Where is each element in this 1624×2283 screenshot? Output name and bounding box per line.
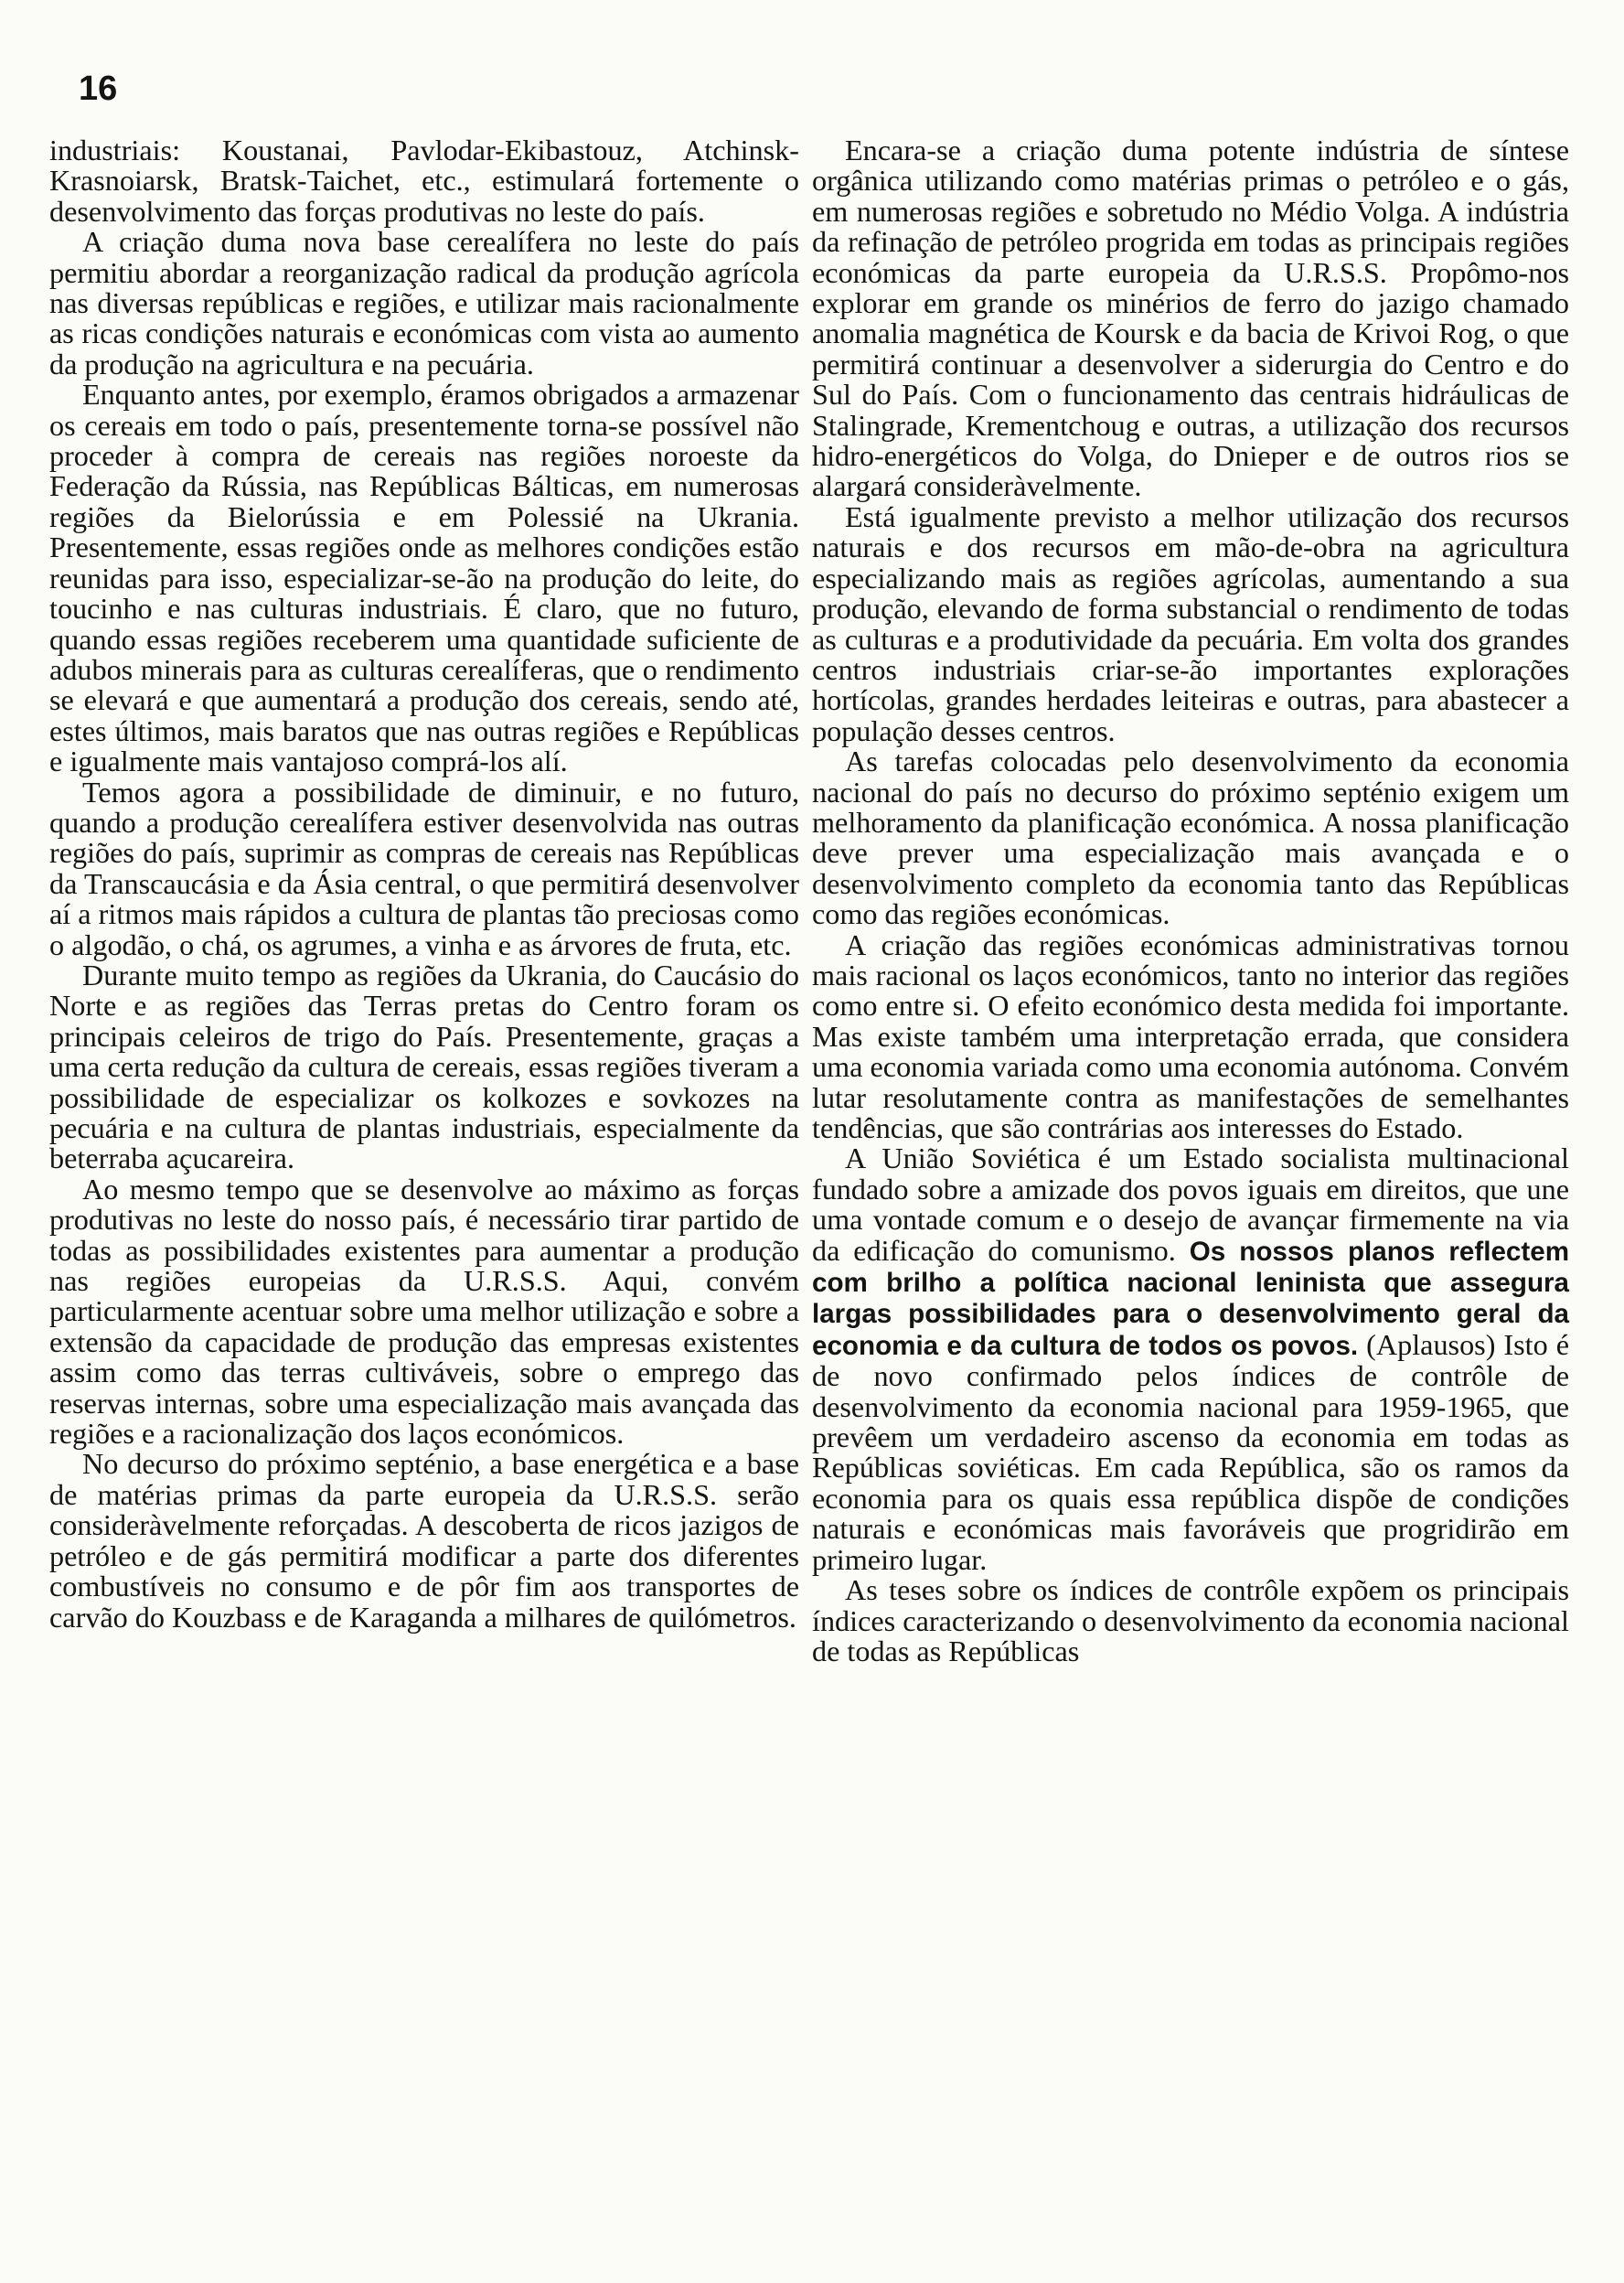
left-column xyxy=(49,135,799,1633)
paragraph: Encara-se a criação duma potente indústria de síntese orgânica utilizando como matérias primas o petróleo e o gás, em numerosas regiões e sobretudo no Médio Volga. A indústria da refinação de petróleo progrida em todas as principais regiões económicas da parte europeia da U.R.S.S. Propômo-nos explorar em grande os minérios de ferro do jazigo chamado anomalia magnética de Koursk e da bacia de Krivoi Rog, o que permitirá continuar a desenvolver a siderurgia do Centro e do Sul do País. Com o funcionamento das centrais hidráulicas de Stalingrade, Krementchoug e outras, a utilização dos recursos hidro-energéticos do Volga, do Dnieper e de outros rios se alargará consideràvelmente. xyxy=(812,134,1569,503)
right-column xyxy=(812,135,1569,1667)
paragraph: Enquanto antes, por exemplo, éramos obrigados a armazenar os cereais em todo o país, presentemente torna-se possível não proceder à compra de cereais nas regiões noroeste da Federação da Rússia, nas Repúblicas Bálticas, em numerosas regiões da Bielorússia e em Polessié na Ukrania. Presentemente, essas regiões onde as melhores condições estão reunidas para isso, especializar-se-ão na produção do leite, do toucinho e nas culturas industriais. É claro, que no futuro, quando essas regiões receberem uma quantidade suficiente de adubos minerais para as culturas cerealíferas, que o rendimento se elevará e que aumentará a produção dos cereais, sendo até, estes últimos, mais baratos que nas outras regiões e Repúblicas e igualmente mais vantajoso comprá-los alí. xyxy=(49,378,799,778)
paragraph: Durante muito tempo as regiões da Ukrania, do Caucásio do Norte e as regiões das Terras pretas do Centro foram os principais celeiros de trigo do País. Presentemente, graças a uma certa redução da cultura de cereais, essas regiões tiveram a possibilidade de especializar os kolkozes e sovkozes na pecuária e na cultura de plantas industriais, especialmente da beterraba açucareira. xyxy=(49,958,799,1175)
paragraph: As tarefas colocadas pelo desenvolvimento da economia nacional do país no decurso do próximo septénio exigem um melhoramento da planificação económica. A nossa planificação deve prever uma especialização mais avançada e o desenvolvimento completo da economia tanto das Repúblicas como das regiões económicas. xyxy=(812,745,1569,931)
paragraph: As teses sobre os índices de contrôle expõem os principais índices caracterizando o desenvolvimento da economia nacional de todas as Repúblicas xyxy=(812,1573,1569,1667)
paragraph: Temos agora a possibilidade de diminuir, e no futuro, quando a produção cerealífera estiver desenvolvida nas outras regiões do país, suprimir as compras de cereais nas Repúblicas da Transcaucásia e da Ásia central, o que permitirá desenvolver aí a ritmos mais rápidos a cultura de plantas tão preciosas como o algodão, o chá, os agrumes, a vinha e as árvores de fruta, etc. xyxy=(49,775,799,961)
paragraph-text-continued: (Aplausos) Isto é de novo confirmado pelos índices de contrôle de desenvolvimento da economia nacional para 1959-1965, que prevêem um verdadeiro ascenso da economia em todas as Repúblicas soviéticas. Em cada República, são os ramos da economia para os quais essa república dispõe de condições naturais e económicas mais favoráveis que progridirão em primeiro lugar. xyxy=(812,1327,1570,1576)
paragraph: No decurso do próximo septénio, a base energética e a base de matérias primas da parte europeia da U.R.S.S. serão consideràvelmente reforçadas. A descoberta de ricos jazigos de petróleo e de gás permitirá modificar a parte dos diferentes combustíveis no consumo e de pôr fim aos transportes de carvão do Kouzbass e de Karaganda a milhares de quilómetros. xyxy=(49,1447,799,1634)
paragraph-with-emphasis xyxy=(812,1143,1569,1575)
page-number: 16 xyxy=(79,70,118,108)
paragraph: A criação duma nova base cerealífera no leste do país permitiu abordar a reorganização radical da produção agrícola nas diversas repúblicas e regiões, e utilizar mais racionalmente as ricas condições naturais e económicas com vista ao aumento da produção na agricultura e na pecuária. xyxy=(49,225,799,380)
paragraph: industriais: Koustanai, Pavlodar-Ekibastouz, Atchinsk-Krasnoiarsk, Bratsk-Taichet, etc., estimulará fortemente o desenvolvimento das forças produtivas no leste do país. xyxy=(49,134,799,228)
paragraph: Está igualmente previsto a melhor utilização dos recursos naturais e dos recursos em mão-de-obra na agricultura especializando mais as regiões agrícolas, aumentando a sua produção, elevando de forma substancial o rendimento de todas as culturas e a produtividade da pecuária. Em volta dos grandes centros industriais criar-se-ão importantes explorações hortícolas, grandes herdades leiteiras e outras, para abastecer a população desses centros. xyxy=(812,499,1569,747)
paragraph: A criação das regiões económicas administrativas tornou mais racional os laços económicos, tanto no interior das regiões como entre si. O efeito económico desta medida foi importante. Mas existe também uma interpretação errada, que considera uma economia variada como uma economia autónoma. Convém lutar resolutamente contra as manifestações de semelhantes tendências, que são contrárias aos interesses do Estado. xyxy=(812,927,1569,1144)
paragraph-text: A União Soviética é um Estado socialista multinacional fundado sobre a amizade dos povos iguais em direitos, que une uma vontade comum e o desejo de avançar firmemente na via da edificação do comunismo. xyxy=(812,1142,1569,1267)
emphasized-text: Os nossos planos reflectem com brilho a política nacional leninista que assegura largas possibilidades para o desenvolvimento geral da economia e da cultura de todos os povos. xyxy=(812,1236,1570,1361)
paragraph: Ao mesmo tempo que se desenvolve ao máximo as forças produtivas no leste do nosso país, é necessário tirar partido de todas as possibilidades existentes para aumentar a produção nas regiões europeias da U.R.S.S. Aqui, convém particularmente acentuar sobre uma melhor utilização e sobre a extensão da capacidade de produção das empresas existentes assim como das terras cultiváveis, sobre o emprego das reservas internas, sobre uma especialização mais avançada das regiões e a racionalização dos laços económicos. xyxy=(49,1172,799,1451)
